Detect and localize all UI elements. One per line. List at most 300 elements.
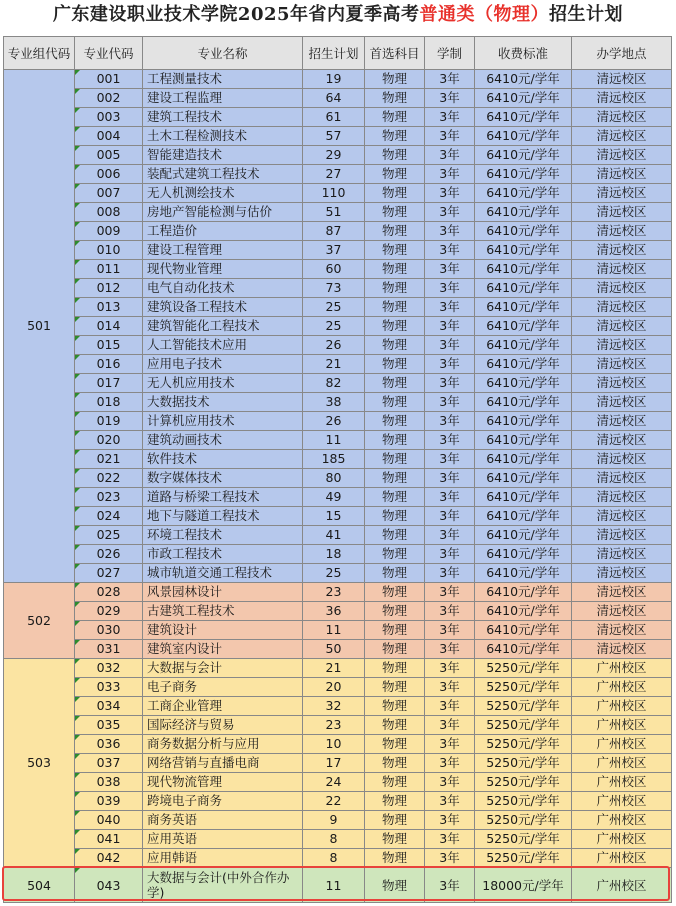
fee-cell: 6410元/学年 [475, 222, 572, 241]
major-code-cell: 010 [75, 241, 143, 260]
subject-cell: 物理 [365, 127, 425, 146]
major-code-cell: 042 [75, 849, 143, 868]
location-cell: 清远校区 [572, 127, 672, 146]
location-cell: 广州校区 [572, 811, 672, 830]
fee-cell: 6410元/学年 [475, 640, 572, 659]
major-name-cell: 现代物流管理 [143, 773, 303, 792]
fee-cell: 6410元/学年 [475, 298, 572, 317]
table-row [4, 165, 672, 184]
location-cell: 清远校区 [572, 412, 672, 431]
fee-cell: 6410元/学年 [475, 317, 572, 336]
table-row [4, 583, 672, 602]
subject-cell: 物理 [365, 754, 425, 773]
major-name-cell: 道路与桥梁工程技术 [143, 488, 303, 507]
title-suffix: 招生计划 [549, 4, 624, 25]
major-code-cell: 030 [75, 621, 143, 640]
table-row [4, 697, 672, 716]
major-name-cell: 建筑设备工程技术 [143, 298, 303, 317]
subject-cell: 物理 [365, 849, 425, 868]
plan-count-cell: 51 [303, 203, 365, 222]
subject-cell: 物理 [365, 431, 425, 450]
table-row [4, 450, 672, 469]
title-highlight: 普通类（物理） [419, 4, 550, 25]
plan-count-cell: 8 [303, 830, 365, 849]
major-name-cell: 建筑设计 [143, 621, 303, 640]
subject-cell: 物理 [365, 260, 425, 279]
fee-cell: 5250元/学年 [475, 754, 572, 773]
table-row [4, 260, 672, 279]
major-name-cell: 软件技术 [143, 450, 303, 469]
major-name-cell: 无人机应用技术 [143, 374, 303, 393]
major-code-cell: 032 [75, 659, 143, 678]
duration-cell: 3年 [425, 70, 475, 89]
subject-cell: 物理 [365, 716, 425, 735]
subject-cell: 物理 [365, 70, 425, 89]
fee-cell: 6410元/学年 [475, 526, 572, 545]
major-name-cell: 建筑工程技术 [143, 108, 303, 127]
location-cell: 清远校区 [572, 336, 672, 355]
table-row [4, 469, 672, 488]
plan-count-cell: 24 [303, 773, 365, 792]
group-code-cell: 501 [4, 70, 75, 583]
plan-count-cell: 25 [303, 298, 365, 317]
major-name-cell: 电子商务 [143, 678, 303, 697]
duration-cell: 3年 [425, 108, 475, 127]
fee-cell: 6410元/学年 [475, 165, 572, 184]
subject-cell: 物理 [365, 659, 425, 678]
table-row [4, 564, 672, 583]
duration-cell: 3年 [425, 374, 475, 393]
location-cell: 广州校区 [572, 678, 672, 697]
location-cell: 广州校区 [572, 754, 672, 773]
major-code-cell: 014 [75, 317, 143, 336]
location-cell: 广州校区 [572, 868, 672, 903]
major-name-cell: 地下与隧道工程技术 [143, 507, 303, 526]
table-row [4, 659, 672, 678]
table-row [4, 393, 672, 412]
major-code-cell: 025 [75, 526, 143, 545]
group-code-cell: 503 [4, 659, 75, 868]
subject-cell: 物理 [365, 583, 425, 602]
major-code-cell: 033 [75, 678, 143, 697]
location-cell: 清远校区 [572, 469, 672, 488]
subject-cell: 物理 [365, 640, 425, 659]
duration-cell: 3年 [425, 412, 475, 431]
location-cell: 清远校区 [572, 450, 672, 469]
fee-cell: 6410元/学年 [475, 564, 572, 583]
table-row [4, 431, 672, 450]
fee-cell: 6410元/学年 [475, 583, 572, 602]
plan-count-cell: 9 [303, 811, 365, 830]
table-row [4, 89, 672, 108]
table-row [4, 108, 672, 127]
major-name-cell: 应用英语 [143, 830, 303, 849]
plan-count-cell: 61 [303, 108, 365, 127]
duration-cell: 3年 [425, 127, 475, 146]
duration-cell: 3年 [425, 849, 475, 868]
plan-count-cell: 10 [303, 735, 365, 754]
table-row [4, 830, 672, 849]
table-row [4, 374, 672, 393]
location-cell: 清远校区 [572, 431, 672, 450]
fee-cell: 5250元/学年 [475, 659, 572, 678]
title-prefix: 广东建设职业技术学院2025年省内夏季高考 [52, 4, 420, 25]
major-name-cell: 装配式建筑工程技术 [143, 165, 303, 184]
major-code-cell: 027 [75, 564, 143, 583]
major-name-cell: 商务英语 [143, 811, 303, 830]
plan-count-cell: 26 [303, 412, 365, 431]
location-cell: 清远校区 [572, 165, 672, 184]
major-name-cell: 环境工程技术 [143, 526, 303, 545]
location-cell: 清远校区 [572, 298, 672, 317]
major-name-cell: 电气自动化技术 [143, 279, 303, 298]
header-fee: 收费标准 [475, 37, 572, 70]
duration-cell: 3年 [425, 146, 475, 165]
duration-cell: 3年 [425, 469, 475, 488]
subject-cell: 物理 [365, 89, 425, 108]
plan-count-cell: 37 [303, 241, 365, 260]
major-code-cell: 012 [75, 279, 143, 298]
major-name-cell: 智能建造技术 [143, 146, 303, 165]
plan-count-cell: 80 [303, 469, 365, 488]
group-code-cell: 504 [4, 868, 75, 903]
major-code-cell: 019 [75, 412, 143, 431]
plan-count-cell: 87 [303, 222, 365, 241]
duration-cell: 3年 [425, 811, 475, 830]
fee-cell: 6410元/学年 [475, 127, 572, 146]
subject-cell: 物理 [365, 621, 425, 640]
major-name-cell: 人工智能技术应用 [143, 336, 303, 355]
table-row [4, 602, 672, 621]
header-plan: 招生计划 [303, 37, 365, 70]
major-name-cell: 建筑动画技术 [143, 431, 303, 450]
subject-cell: 物理 [365, 203, 425, 222]
subject-cell: 物理 [365, 393, 425, 412]
location-cell: 清远校区 [572, 583, 672, 602]
major-name-cell: 工程造价 [143, 222, 303, 241]
location-cell: 广州校区 [572, 792, 672, 811]
major-code-cell: 015 [75, 336, 143, 355]
major-name-cell: 建设工程管理 [143, 241, 303, 260]
location-cell: 广州校区 [572, 830, 672, 849]
major-name-cell: 现代物业管理 [143, 260, 303, 279]
major-name-cell: 工商企业管理 [143, 697, 303, 716]
location-cell: 广州校区 [572, 773, 672, 792]
major-code-cell: 017 [75, 374, 143, 393]
duration-cell: 3年 [425, 241, 475, 260]
subject-cell: 物理 [365, 165, 425, 184]
major-name-cell: 市政工程技术 [143, 545, 303, 564]
table-row [4, 70, 672, 89]
major-code-cell: 011 [75, 260, 143, 279]
major-name-cell: 应用电子技术 [143, 355, 303, 374]
duration-cell: 3年 [425, 279, 475, 298]
fee-cell: 6410元/学年 [475, 89, 572, 108]
subject-cell: 物理 [365, 108, 425, 127]
major-code-cell: 016 [75, 355, 143, 374]
plan-count-cell: 36 [303, 602, 365, 621]
plan-count-cell: 20 [303, 678, 365, 697]
table-row [4, 412, 672, 431]
header-location: 办学地点 [572, 37, 672, 70]
location-cell: 清远校区 [572, 393, 672, 412]
plan-count-cell: 50 [303, 640, 365, 659]
table-row [4, 146, 672, 165]
table-row [4, 811, 672, 830]
major-code-cell: 002 [75, 89, 143, 108]
fee-cell: 6410元/学年 [475, 260, 572, 279]
table-row [4, 127, 672, 146]
major-name-cell: 计算机应用技术 [143, 412, 303, 431]
location-cell: 清远校区 [572, 203, 672, 222]
plan-count-cell: 185 [303, 450, 365, 469]
major-name-cell: 古建筑工程技术 [143, 602, 303, 621]
plan-count-cell: 8 [303, 849, 365, 868]
fee-cell: 6410元/学年 [475, 507, 572, 526]
duration-cell: 3年 [425, 260, 475, 279]
subject-cell: 物理 [365, 336, 425, 355]
duration-cell: 3年 [425, 754, 475, 773]
subject-cell: 物理 [365, 222, 425, 241]
subject-cell: 物理 [365, 545, 425, 564]
major-code-cell: 021 [75, 450, 143, 469]
plan-count-cell: 11 [303, 621, 365, 640]
duration-cell: 3年 [425, 697, 475, 716]
fee-cell: 6410元/学年 [475, 450, 572, 469]
duration-cell: 3年 [425, 773, 475, 792]
subject-cell: 物理 [365, 184, 425, 203]
duration-cell: 3年 [425, 507, 475, 526]
duration-cell: 3年 [425, 488, 475, 507]
header-duration: 学制 [425, 37, 475, 70]
major-code-cell: 041 [75, 830, 143, 849]
subject-cell: 物理 [365, 602, 425, 621]
fee-cell: 6410元/学年 [475, 621, 572, 640]
location-cell: 清远校区 [572, 241, 672, 260]
major-code-cell: 043 [75, 868, 143, 903]
fee-cell: 6410元/学年 [475, 602, 572, 621]
fee-cell: 6410元/学年 [475, 184, 572, 203]
location-cell: 清远校区 [572, 640, 672, 659]
plan-count-cell: 21 [303, 355, 365, 374]
location-cell: 清远校区 [572, 602, 672, 621]
duration-cell: 3年 [425, 564, 475, 583]
location-cell: 清远校区 [572, 355, 672, 374]
location-cell: 清远校区 [572, 374, 672, 393]
subject-cell: 物理 [365, 792, 425, 811]
fee-cell: 6410元/学年 [475, 203, 572, 222]
table-row [4, 317, 672, 336]
subject-cell: 物理 [365, 678, 425, 697]
subject-cell: 物理 [365, 469, 425, 488]
subject-cell: 物理 [365, 241, 425, 260]
fee-cell: 6410元/学年 [475, 545, 572, 564]
location-cell: 清远校区 [572, 621, 672, 640]
plan-count-cell: 27 [303, 165, 365, 184]
header-subject: 首选科目 [365, 37, 425, 70]
subject-cell: 物理 [365, 868, 425, 903]
duration-cell: 3年 [425, 602, 475, 621]
fee-cell: 6410元/学年 [475, 488, 572, 507]
major-code-cell: 008 [75, 203, 143, 222]
subject-cell: 物理 [365, 279, 425, 298]
subject-cell: 物理 [365, 526, 425, 545]
table-row [4, 545, 672, 564]
major-code-cell: 037 [75, 754, 143, 773]
major-code-cell: 039 [75, 792, 143, 811]
major-name-cell: 土木工程检测技术 [143, 127, 303, 146]
major-code-cell: 001 [75, 70, 143, 89]
table-row [4, 754, 672, 773]
table-row [4, 621, 672, 640]
subject-cell: 物理 [365, 488, 425, 507]
fee-cell: 6410元/学年 [475, 412, 572, 431]
table-row [4, 222, 672, 241]
major-name-cell: 网络营销与直播电商 [143, 754, 303, 773]
major-name-cell: 工程测量技术 [143, 70, 303, 89]
table-row [4, 849, 672, 868]
fee-cell: 6410元/学年 [475, 355, 572, 374]
duration-cell: 3年 [425, 716, 475, 735]
major-name-cell: 建筑室内设计 [143, 640, 303, 659]
location-cell: 广州校区 [572, 659, 672, 678]
location-cell: 清远校区 [572, 108, 672, 127]
duration-cell: 3年 [425, 355, 475, 374]
fee-cell: 6410元/学年 [475, 431, 572, 450]
subject-cell: 物理 [365, 450, 425, 469]
duration-cell: 3年 [425, 792, 475, 811]
location-cell: 清远校区 [572, 488, 672, 507]
subject-cell: 物理 [365, 298, 425, 317]
duration-cell: 3年 [425, 317, 475, 336]
location-cell: 广州校区 [572, 697, 672, 716]
major-code-cell: 023 [75, 488, 143, 507]
plan-count-cell: 26 [303, 336, 365, 355]
plan-count-cell: 15 [303, 507, 365, 526]
fee-cell: 5250元/学年 [475, 697, 572, 716]
fee-cell: 5250元/学年 [475, 678, 572, 697]
plan-count-cell: 57 [303, 127, 365, 146]
table-row [4, 868, 672, 903]
location-cell: 清远校区 [572, 70, 672, 89]
plan-count-cell: 17 [303, 754, 365, 773]
subject-cell: 物理 [365, 735, 425, 754]
header-major-name: 专业名称 [143, 37, 303, 70]
group-code-cell: 502 [4, 583, 75, 659]
fee-cell: 5250元/学年 [475, 811, 572, 830]
location-cell: 清远校区 [572, 564, 672, 583]
major-code-cell: 007 [75, 184, 143, 203]
plan-count-cell: 25 [303, 317, 365, 336]
duration-cell: 3年 [425, 431, 475, 450]
major-code-cell: 018 [75, 393, 143, 412]
table-row [4, 792, 672, 811]
location-cell: 清远校区 [572, 545, 672, 564]
major-code-cell: 006 [75, 165, 143, 184]
table-row [4, 241, 672, 260]
table-row [4, 488, 672, 507]
major-name-cell: 建设工程监理 [143, 89, 303, 108]
subject-cell: 物理 [365, 146, 425, 165]
major-code-cell: 028 [75, 583, 143, 602]
location-cell: 清远校区 [572, 507, 672, 526]
major-code-cell: 020 [75, 431, 143, 450]
table-row [4, 336, 672, 355]
table-row [4, 526, 672, 545]
location-cell: 广州校区 [572, 849, 672, 868]
location-cell: 清远校区 [572, 146, 672, 165]
major-code-cell: 035 [75, 716, 143, 735]
table-row [4, 279, 672, 298]
major-name-cell: 应用韩语 [143, 849, 303, 868]
subject-cell: 物理 [365, 811, 425, 830]
duration-cell: 3年 [425, 678, 475, 697]
plan-count-cell: 19 [303, 70, 365, 89]
major-name-cell: 房地产智能检测与估价 [143, 203, 303, 222]
table-row [4, 735, 672, 754]
header-major-code: 专业代码 [75, 37, 143, 70]
subject-cell: 物理 [365, 412, 425, 431]
duration-cell: 3年 [425, 868, 475, 903]
duration-cell: 3年 [425, 621, 475, 640]
plan-count-cell: 49 [303, 488, 365, 507]
location-cell: 清远校区 [572, 279, 672, 298]
table-row [4, 773, 672, 792]
duration-cell: 3年 [425, 659, 475, 678]
table-row [4, 507, 672, 526]
subject-cell: 物理 [365, 507, 425, 526]
major-name-cell: 大数据技术 [143, 393, 303, 412]
fee-cell: 6410元/学年 [475, 108, 572, 127]
major-name-cell: 数字媒体技术 [143, 469, 303, 488]
subject-cell: 物理 [365, 374, 425, 393]
duration-cell: 3年 [425, 640, 475, 659]
fee-cell: 6410元/学年 [475, 374, 572, 393]
duration-cell: 3年 [425, 336, 475, 355]
plan-count-cell: 29 [303, 146, 365, 165]
fee-cell: 6410元/学年 [475, 393, 572, 412]
major-code-cell: 034 [75, 697, 143, 716]
subject-cell: 物理 [365, 697, 425, 716]
fee-cell: 6410元/学年 [475, 146, 572, 165]
major-code-cell: 003 [75, 108, 143, 127]
duration-cell: 3年 [425, 89, 475, 108]
duration-cell: 3年 [425, 165, 475, 184]
plan-count-cell: 18 [303, 545, 365, 564]
fee-cell: 5250元/学年 [475, 716, 572, 735]
major-code-cell: 004 [75, 127, 143, 146]
plan-count-cell: 11 [303, 431, 365, 450]
plan-count-cell: 11 [303, 868, 365, 903]
subject-cell: 物理 [365, 773, 425, 792]
plan-count-cell: 41 [303, 526, 365, 545]
fee-cell: 5250元/学年 [475, 849, 572, 868]
plan-count-cell: 73 [303, 279, 365, 298]
duration-cell: 3年 [425, 184, 475, 203]
major-code-cell: 026 [75, 545, 143, 564]
table-row [4, 678, 672, 697]
major-code-cell: 009 [75, 222, 143, 241]
location-cell: 清远校区 [572, 222, 672, 241]
subject-cell: 物理 [365, 355, 425, 374]
table-row [4, 355, 672, 374]
major-name-cell: 无人机测绘技术 [143, 184, 303, 203]
plan-count-cell: 23 [303, 583, 365, 602]
location-cell: 清远校区 [572, 317, 672, 336]
fee-cell: 6410元/学年 [475, 279, 572, 298]
fee-cell: 5250元/学年 [475, 773, 572, 792]
duration-cell: 3年 [425, 583, 475, 602]
